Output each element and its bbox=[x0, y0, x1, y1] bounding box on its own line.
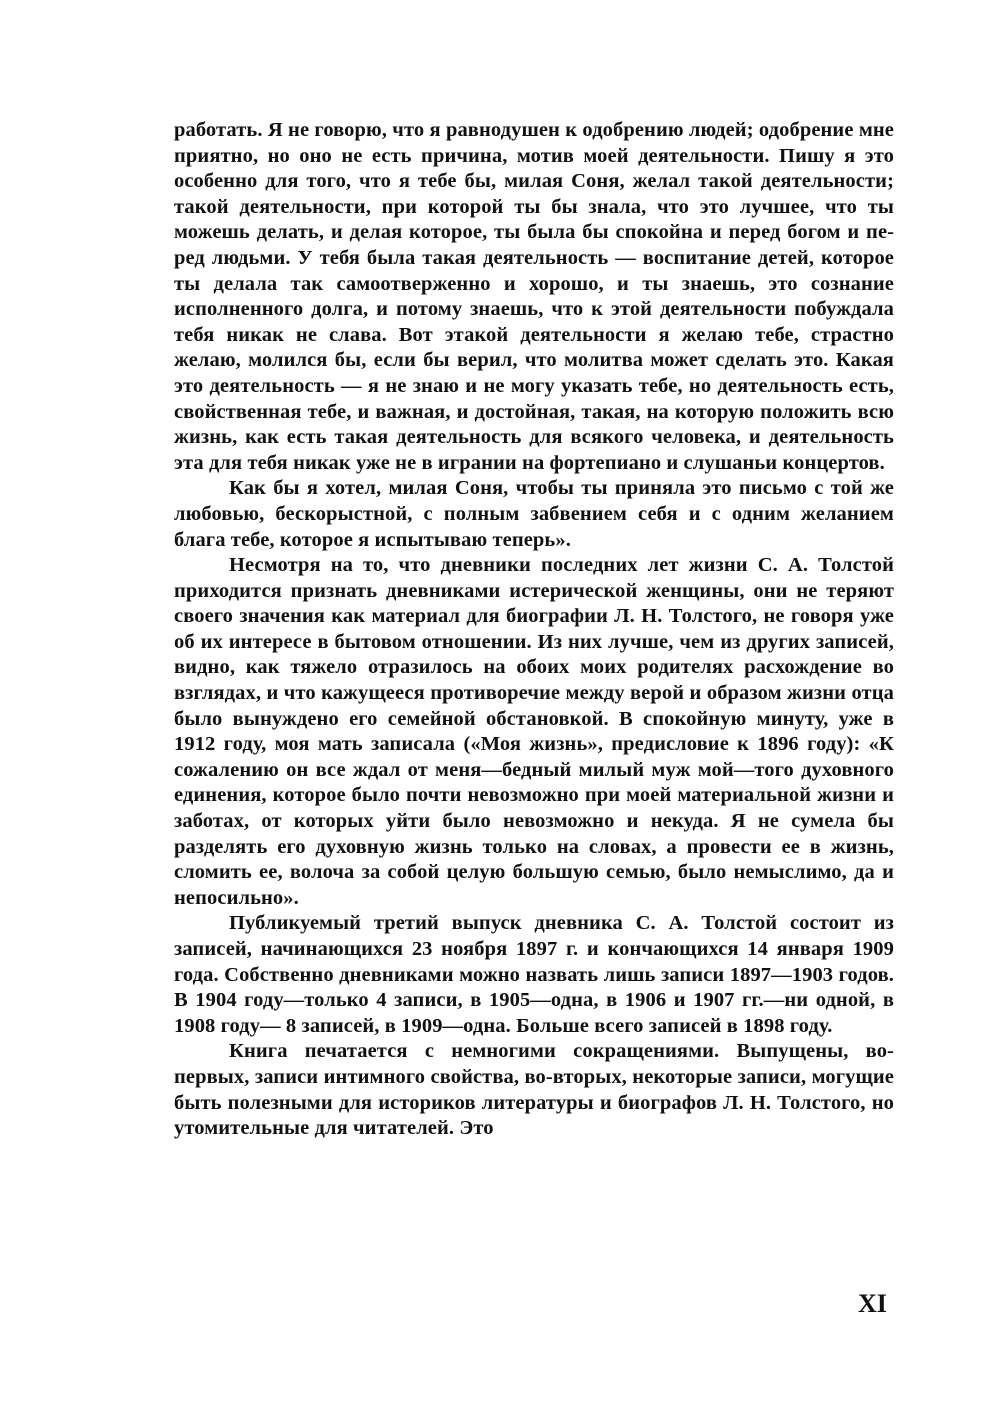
paragraph-diaries-assessment: Несмотря на то, что дневники последних лет жизни С. А. Толстой приходится признать дневниками истерической женщины, они не теряют своего значения как материал для биографии Л. Н. Толстого, не говоря уже об их интересе в бытовом отношении. Из них лучше, чем из других записей, видно, как тяжело отразилось на обоих моих родителях расхождение во взглядах, и что кажущееся противоречие между верой и образом жизни отца было вынуждено его семейной обстановкой. В спокойную минуту, уже в 1912 году, моя мать записала («Моя жизнь», предисловие к 1896 году): «К сожалению он все ждал от меня—бедный милый муж мой—того духовного единения, которое было почти невозможно при моей материальной жизни и заботах, от которых уйти было невозможно и некуда. Я не сумела бы разделять его духовную жизнь только на словах, а провести ее в жизнь, сломить ее, волоча за собой целую большую семью, было немыслимо, да и непосильно». bbox=[174, 554, 894, 909]
paragraph-abridgements: Книга печатается с немногими сокращениями. Выпущены, во-первых, записи интимного свойства, во-вторых, некоторые записи, могущие быть полезными для историков литературы и биографов Л. Н. Толстого, но утомительные для читателей. Это bbox=[174, 1040, 894, 1140]
paragraph-letter-continuation: работать. Я не говорю, что я равнодушен к одобрению людей; одобрение мне приятно, но оно не есть причина, мотив моей деятельности. Пишу я это особенно для того, что я тебе бы, милая Соня, желал такой деятельности; такой деятельности, при которой ты бы знала, что это лучшее, что ты можешь делать, и делая которое, ты была бы спокойна и перед богом и перед людьми. У тебя была такая деятельность — воспитание детей, которое ты делала так самоотверженно и хорошо, и ты знаешь, это сознание исполненного долга, и потому знаешь, что к этой деятельности побуждала тебя никак не слава. Вот этакой деятельности я желаю тебе, страстно желаю, молился бы, если бы верил, что молитва может сделать это. Какая это деятельность — я не знаю и не могу указать тебе, но деятельность есть, свойственная тебе, и важная, и достойная, такая, на которую положить всю жизнь, как есть такая деятельность для всякого человека, и деятельность эта для тебя никак уже не в игрании на фортепиано и слушаньи концертов. bbox=[174, 119, 894, 474]
body-text bbox=[174, 118, 894, 1142]
paragraph-letter-closing: Как бы я хотел, милая Соня, чтобы ты приняла это письмо с той же любовью, бескорыстной, с полным забвением себя и с одним желанием блага тебе, которое я испытываю теперь». bbox=[174, 477, 894, 551]
page-number: XI bbox=[858, 1289, 887, 1318]
paragraph-third-issue: Публикуемый третий выпуск дневника С. А. Толстой состоит из записей, начинающихся 23 ноября 1897 г. и кончающихся 14 января 1909 года. Собственно дневниками можно назвать лишь записи 1897—1903 годов. В 1904 году—только 4 записи, в 1905—одна, в 1906 и 1907 гг.—ни одной, в 1908 году— 8 записей, в 1909—одна. Больше всего записей в 1898 году. bbox=[174, 912, 894, 1037]
